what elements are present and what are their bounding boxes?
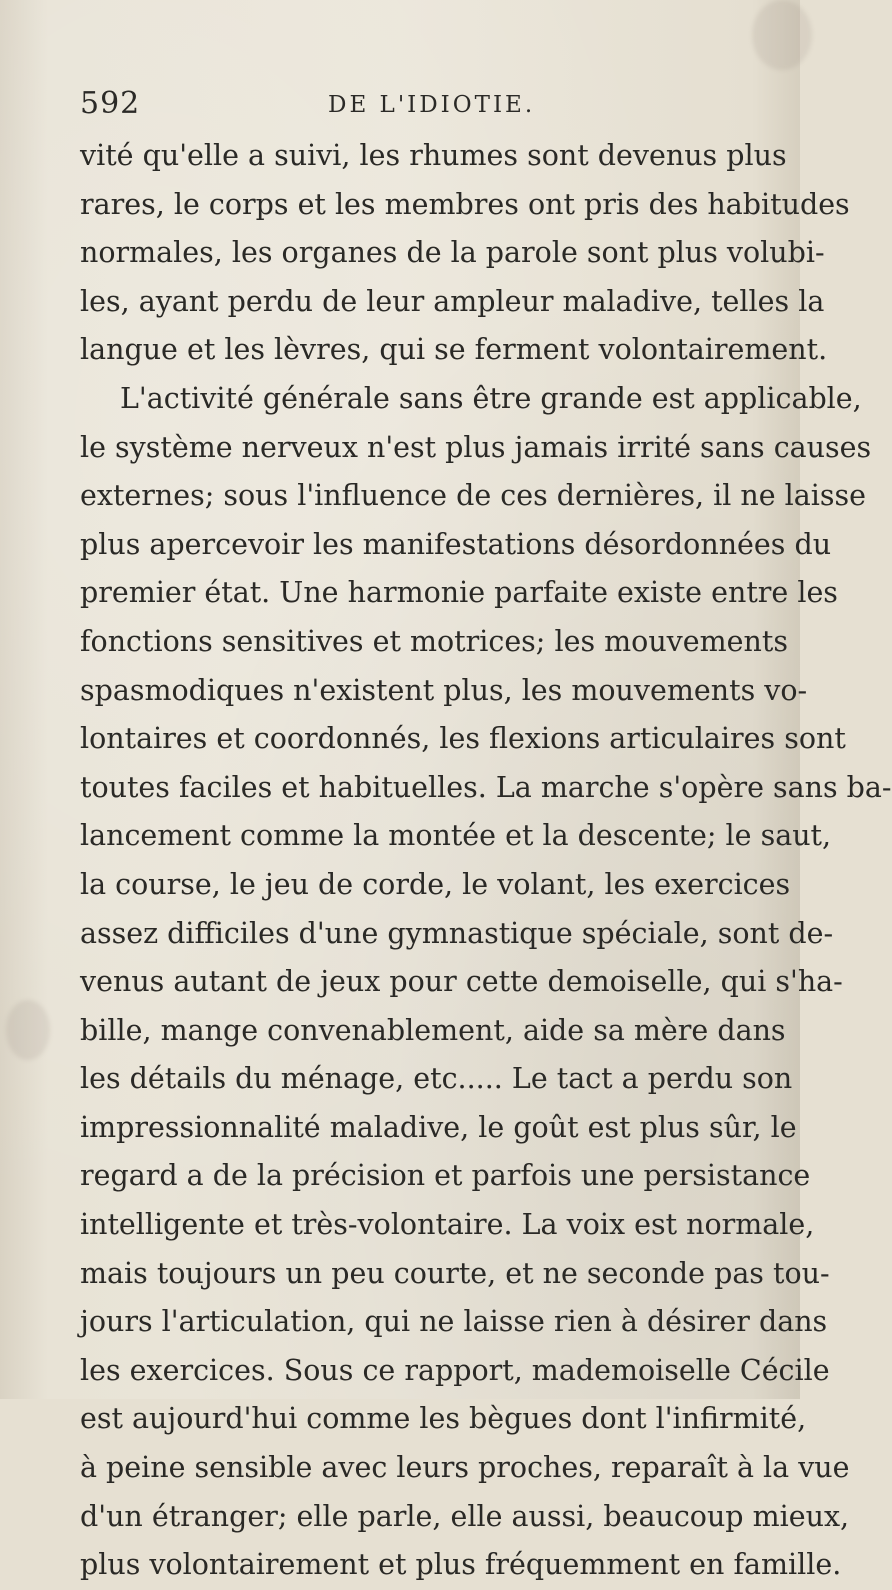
text-line: à peine sensible avec leurs proches, reparaît à la vue	[80, 1451, 850, 1485]
text-line: les, ayant perdu de leur ampleur maladive, telles la	[80, 284, 825, 318]
page-number: 592	[80, 86, 141, 121]
paper-stain	[6, 1000, 50, 1060]
body-text	[80, 132, 892, 1590]
text-line: externes; sous l'influence de ces dernières, il ne laisse	[80, 479, 867, 513]
text-line: d'un étranger; elle parle, elle aussi, beaucoup mieux,	[80, 1499, 850, 1533]
text-line: mais toujours un peu courte, et ne seconde pas tou-	[80, 1256, 830, 1290]
text-line: les détails du ménage, etc..... Le tact a perdu son	[80, 1062, 793, 1096]
text-line: assez difficiles d'une gymnastique spéciale, sont de-	[80, 916, 834, 950]
text-line: vité qu'elle a suivi, les rhumes sont devenus plus	[80, 139, 787, 172]
text-line: normales, les organes de la parole sont plus volubi-	[80, 236, 825, 270]
text-line: jours l'articulation, qui ne laisse rien à désirer dans	[80, 1305, 828, 1339]
text-line: L'activité générale sans être grande est applicable,	[120, 381, 862, 415]
text-line: la course, le jeu de corde, le volant, les exercices	[80, 867, 791, 901]
text-line: langue et les lèvres, qui se ferment volontairement.	[80, 333, 828, 367]
text-line: lontaires et coordonnés, les flexions articulaires sont	[80, 722, 846, 756]
text-line: impressionnalité maladive, le goût est plus sûr, le	[80, 1110, 797, 1144]
text-line: toutes faciles et habituelles. La marche s'opère sans ba-	[80, 770, 892, 804]
paper-stain	[752, 0, 812, 70]
text-line: le système nerveux n'est plus jamais irrité sans causes	[80, 430, 872, 464]
text-line: plus volontairement et plus fréquemment en famille.	[80, 1548, 842, 1582]
text-line: plus apercevoir les manifestations désordonnées du	[80, 527, 832, 561]
text-line: intelligente et très-volontaire. La voix est normale,	[80, 1208, 815, 1242]
text-line: premier état. Une harmonie parfaite existe entre les	[80, 576, 838, 610]
text-line: les exercices. Sous ce rapport, mademoiselle Cécile	[80, 1353, 830, 1387]
text-line: lancement comme la montée et la descente; le saut,	[80, 819, 832, 853]
text-line: venus autant de jeux pour cette demoiselle, qui s'ha-	[80, 965, 843, 999]
text-line: spasmodiques n'existent plus, les mouvements vo-	[80, 673, 808, 707]
running-head: DE L'IDIOTIE.	[328, 92, 536, 118]
text-line: regard a de la précision et parfois une persistance	[80, 1159, 811, 1193]
text-line: bille, mange convenablement, aide sa mère dans	[80, 1013, 786, 1047]
page-header	[0, 86, 800, 126]
text-line: fonctions sensitives et motrices; les mouvements	[80, 624, 788, 658]
text-line: rares, le corps et les membres ont pris des habitudes	[80, 187, 850, 221]
text-line: est aujourd'hui comme les bègues dont l'infirmité,	[80, 1402, 807, 1436]
